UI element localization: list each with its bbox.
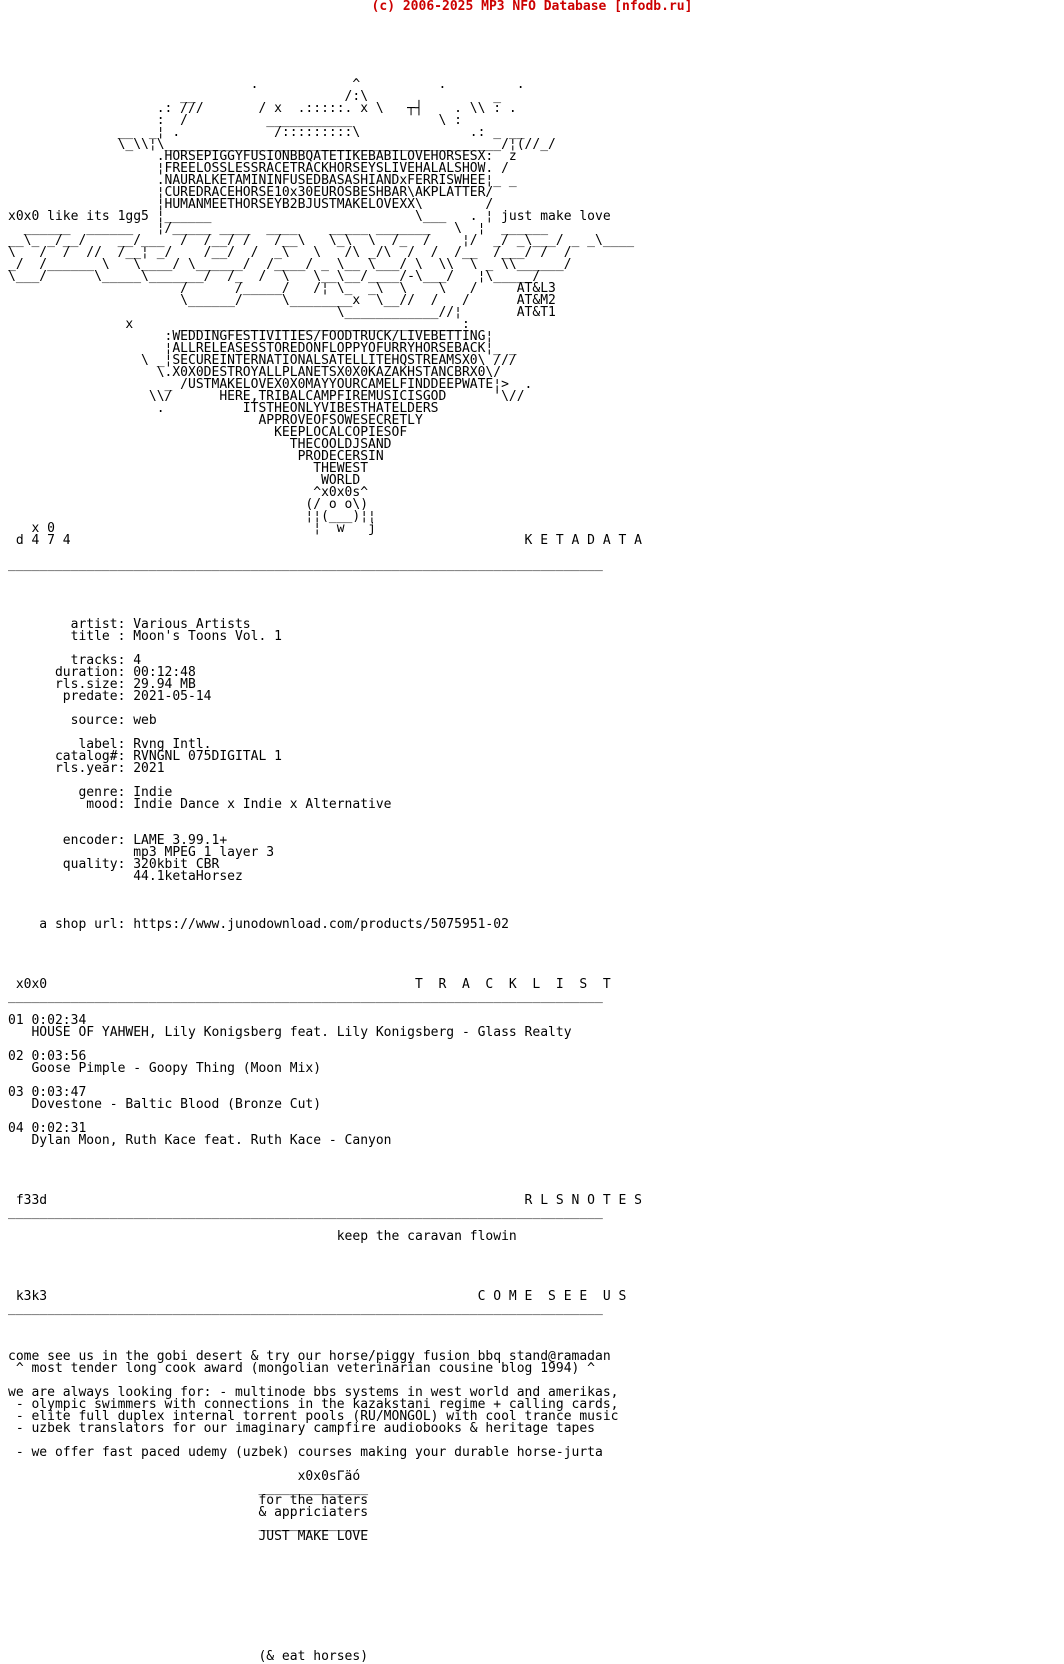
nfo-line: \_\\¦\___________________________________________/¦(//_/ [8,137,556,152]
nfo-text-block [8,79,642,1663]
nfo-line: 03 0:03:47 [8,1085,87,1100]
nfo-line: \ / / // /__¦ _/ /__/ / _\ \ /\ _/\ / / /__ /___/ / / [8,245,572,260]
nfo-line: THECOOLDJSAND [8,437,392,452]
nfo-line [8,1003,642,1015]
nfo-line: JUST MAKE LOVE [8,1529,369,1544]
nfo-line: \____________//¦ AT&T1 [8,305,556,320]
nfo-line: ¦¦(___)¦¦ [8,509,376,524]
nfo-line [8,1075,642,1087]
nfo-line: .NAURALKETAMININFUSEDBASASHIANDxFERRISWHEE¦_ _ [8,173,517,188]
nfo-line: Goose Pimple - Goopy Thing (Moon Mix) [8,1061,322,1076]
nfo-line[interactable]: a shop url: https://www.junodownload.com/products/5075951-02 [8,917,509,932]
nfo-line [8,943,642,955]
nfo-line: \.X0X0DESTROYALLPLANETSX0X0KAZAKHSTANCBRX0\/ [8,365,502,380]
nfo-line: f33d R L S N O T E S [8,1193,642,1208]
nfo-line: (/ o o\) [8,497,369,512]
nfo-line [8,571,642,583]
nfo-line: ______________ [8,1517,369,1532]
nfo-line [8,1243,642,1255]
nfo-line [8,1255,642,1267]
nfo-line: WORLD [8,473,361,488]
nfo-line [8,1267,642,1279]
nfo-line: : / ___________ \ : [8,113,470,128]
nfo-line: _ /USTMAKELOVEX0X0MAYYOURCAMELFINDDEEPWATE¦> . [8,377,533,392]
site-header: (c) 2006-2025 MP3 NFO Database [nfodb.ru] [371,0,693,14]
nfo-line: ______________ [8,1481,369,1496]
nfo-line: encoder: LAME 3.99.1+ [8,833,228,848]
nfo-line: :WEDDINGFESTIVITIES/FOODTRUCK/LIVEBETTING¦ [8,329,494,344]
nfo-line [8,955,642,967]
nfo-line: PRODECERSIN [8,449,384,464]
nfo-line: - elite full duplex internal torrent pools (RU/MONGOL) with cool trance music [8,1409,619,1424]
nfo-line: . ITSTHEONLYVIBESTHATELDERS [8,401,439,416]
nfo-line [8,1639,642,1651]
nfo-line: . ^ . . [8,77,525,92]
nfo-line: come see us in the gobi desert & try our horse/piggy fusion bbq stand@ramadan [8,1349,611,1364]
nfo-line: 01 0:02:34 [8,1013,87,1028]
nfo-line [8,583,642,595]
nfo-line: \\/ HERE,TRIBALCAMPFIREMUSICISGOD '\// [8,389,525,404]
nfo-line: THEWEST [8,461,369,476]
nfo-line: HOUSE OF YAHWEH, Lily Konigsberg feat. Lily Konigsberg - Glass Realty [8,1025,572,1040]
nfo-line: \___/ \_____\_______/ /_ / \ \__\__/____/-\___/ ¦\_____/ [8,269,541,284]
nfo-line: - olympic swimmers with connections in the kazakstani regime + calling cards, [8,1397,619,1412]
nfo-line: rls.size: 29.94 MB [8,677,196,692]
nfo-line: duration: 00:12:48 [8,665,196,680]
nfo-line [8,811,642,823]
nfo-line [8,1603,642,1615]
nfo-line: ¦FREELOSSLESSRACETRACKHORSEYSLIVEHALALSHOW. / [8,161,509,176]
nfo-line: / /_____/ /¦ \_ _\ \ \ / AT&L3 [8,281,556,296]
nfo-line: mood: Indie Dance x Indie x Alternative [8,797,392,812]
nfo-line: label: Rvng Intl. [8,737,212,752]
nfo-line: catalog#: RVNGNL 075DIGITAL 1 [8,749,282,764]
nfo-line: \ _¦SECUREINTERNATIONALSATELLITEHQSTREAMSX0\ /// [8,353,517,368]
nfo-line [8,1159,642,1171]
nfo-line: Dylan Moon, Ruth Kace feat. Ruth Kace - Canyon [8,1133,392,1148]
nfo-line: for the haters [8,1493,369,1508]
nfo-line: APPROVEOFSOWESECRETLY [8,413,423,428]
nfo-line: ¦HUMANMEETHORSEYB2BJUSTMAKELOVEXX\ / [8,197,494,212]
nfo-line [8,1591,642,1603]
nfo-line: title : Moon's Toons Vol. 1 [8,629,282,644]
nfo-line: 44.1ketaHorsez [8,869,243,884]
nfo-line: ____________________________________________________________________________ [8,557,603,572]
nfo-line: __ _¦ . /:::::::::\ .: _ __ [8,125,533,140]
nfo-line: - we offer fast paced udemy (uzbek) courses making your durable horse-jurta [8,1445,603,1460]
nfo-line: x0x0 T R A C K L I S T [8,977,611,992]
nfo-line [8,883,642,895]
nfo-line: tracks: 4 [8,653,142,668]
nfo-line: __ /:\ _ [8,89,517,104]
nfo-line: ^x0x0s^ [8,485,369,500]
nfo-line: ¦CUREDRACEHORSE10x30EUROSBESHBAR\AKPLATTER/ [8,185,494,200]
nfo-line: x 0 ¦ w j [8,521,376,536]
nfo-line: 04 0:02:31 [8,1121,87,1136]
nfo-line: k3k3 C O M E S E E U S [8,1289,627,1304]
nfo-line: _/ /______ \ \____/ \______/ /____/ _ \__ \___/ \ \\ \ _ \\______/ [8,257,572,272]
nfo-line: & appriciaters [8,1505,369,1520]
nfo-line: keep the caravan flowin [8,1229,517,1244]
nfo-line: ¦ALLRELEASESSTOREDONFLOPPYOFURRYHORSEBACK¦_ _ [8,341,517,356]
nfo-line: we are always looking for: - multinode bbs systems in west world and amerikas, [8,1385,619,1400]
nfo-line: ^ most tender long cook award (mongolian veterinarian cousine blog 1994) ^ [8,1361,595,1376]
nfo-line [8,595,642,607]
nfo-line: source: web [8,713,157,728]
nfo-line [8,1627,642,1639]
nfo-line: ____________________________________________________________________________ [8,1301,603,1316]
nfo-line [8,1147,642,1159]
nfo-line: KEEPLOCALCOPIESOF [8,425,408,440]
nfo-line [8,1315,642,1327]
nfo-line: .HORSEPIGGYFUSIONBBQATETIKEBABILOVEHORSESX: z [8,149,517,164]
nfo-line: .: /// / x .:::::. x \ ┬┤ . \\ : . [8,101,517,116]
nfo-line: rls.year: 2021 [8,761,165,776]
nfo-line [8,1039,642,1051]
nfo-line: x ____________________________________: [8,317,470,332]
nfo-line [8,1543,642,1555]
nfo-line [8,1171,642,1183]
nfo-line [8,1615,642,1627]
nfo-line [8,1555,642,1567]
nfo-line: ____________________________________________________________________________ [8,1205,603,1220]
nfo-line [8,931,642,943]
nfo-line: \______/ \________x \__// / / AT&M2 [8,293,556,308]
nfo-line: artist: Various Artists [8,617,251,632]
nfo-line: __\_ _/__/ __/___ / /__/ / /__\ \_\ \ /_ / ¦/ _/ _\___/ _ _\____ [8,233,635,248]
nfo-line [8,1327,642,1339]
nfo-line: Dovestone - Baltic Blood (Bronze Cut) [8,1097,322,1112]
nfo-line: genre: Indie [8,785,173,800]
nfo-line [8,895,642,907]
nfo-line: predate: 2021-05-14 [8,689,212,704]
nfo-line [8,1579,642,1591]
nfo-line: quality: 320kbit CBR [8,857,220,872]
nfo-line: 02 0:03:56 [8,1049,87,1064]
nfo-line: x0x0sΓäó [8,1469,361,1484]
nfo-line: ______ ______ ¦/_____ ____ ____ _____ _______ \ ¦ ______ [8,221,549,236]
nfo-line: mp3 MPEG 1 layer 3 [8,845,275,860]
nfo-line [8,1111,642,1123]
nfo-line: (& eat horses) [8,1649,369,1664]
nfo-line: d 4 7 4 K E T A D A T A [8,533,642,548]
nfo-line: x0x0 like its 1gg5 ¦______ \___ . ¦ just make love [8,209,611,224]
nfo-line: ____________________________________________________________________________ [8,989,603,1004]
nfo-line [8,1567,642,1579]
nfo-line: - uzbek translators for our imaginary campfire audiobooks & heritage tapes [8,1421,595,1436]
